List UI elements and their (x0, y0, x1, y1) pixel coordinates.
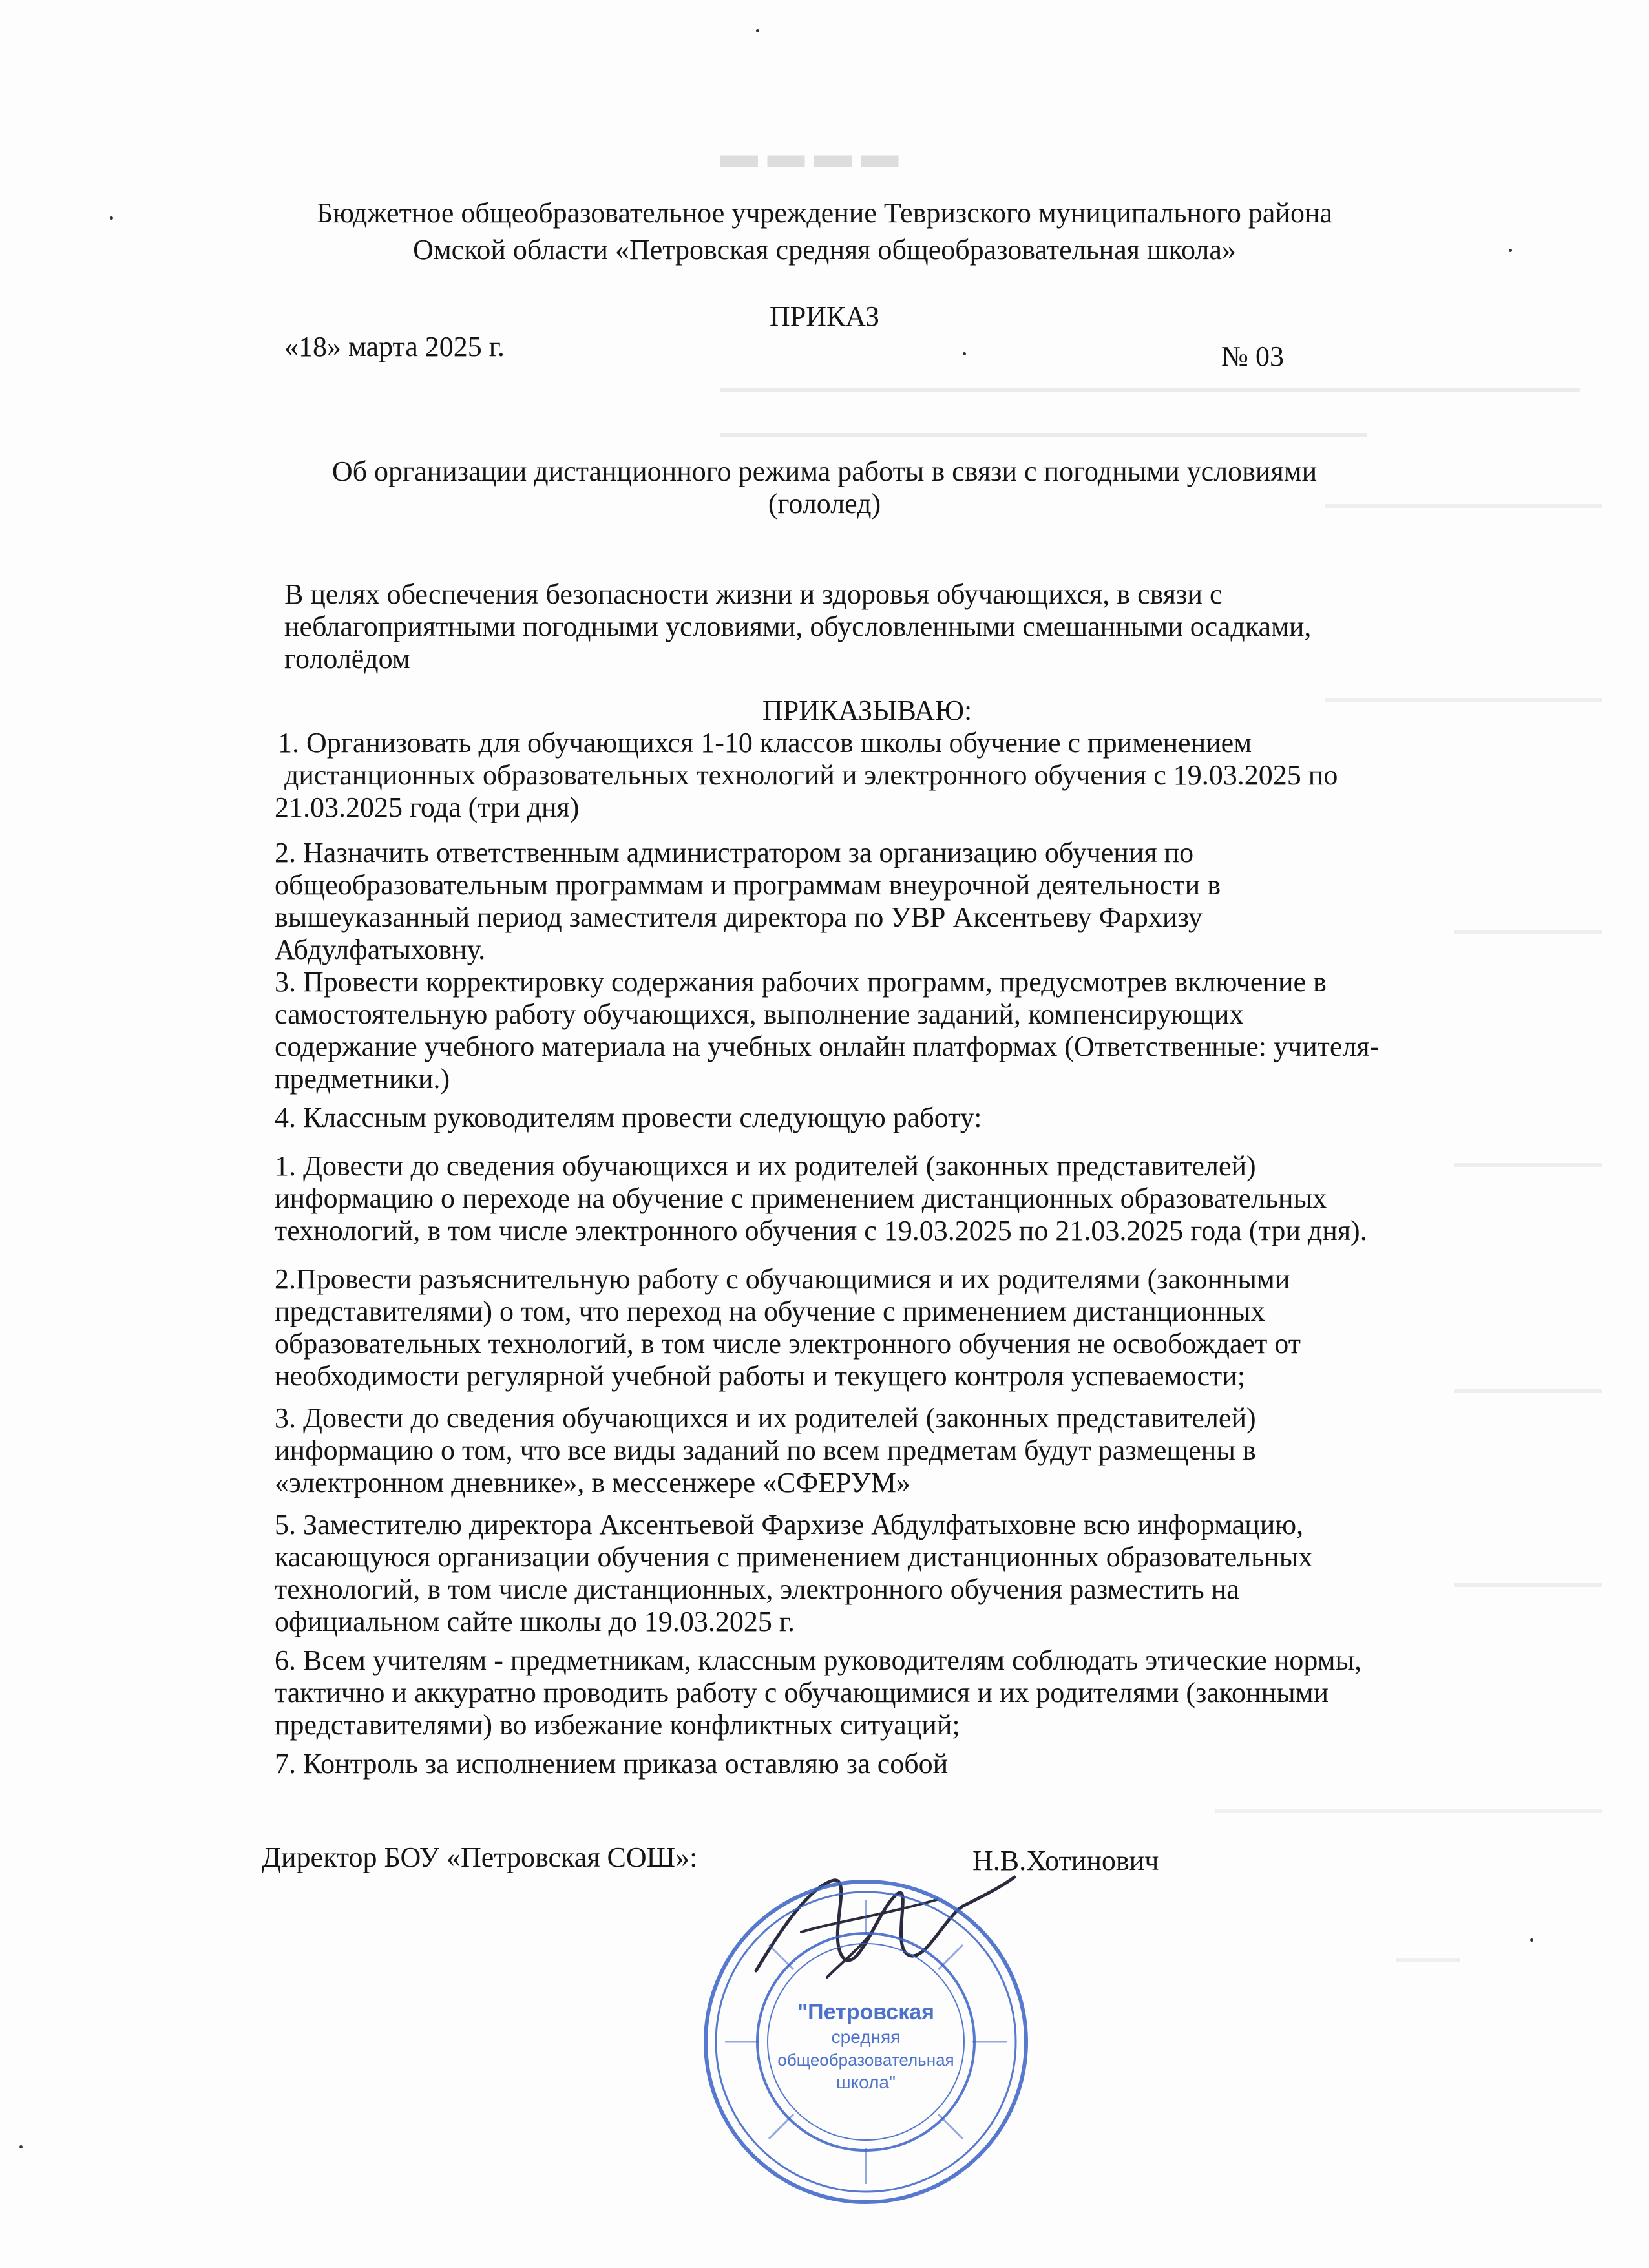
body-line: технологий, в том числе дистанционных, электронного обучения разместить на (275, 1573, 1239, 1605)
body-line: неблагоприятными погодными условиями, обусловленными смешанными осадками, (284, 611, 1312, 642)
body-line: 3. Провести корректировку содержания рабочих программ, предусмотрев включение в (275, 966, 1327, 998)
body-line: самостоятельную работу обучающихся, выполнение заданий, компенсирующих (275, 998, 1244, 1030)
body-line: информацию о переходе на обучение с применением дистанционных образовательных (275, 1182, 1327, 1214)
signature-position: Директор БОУ «Петровская СОШ»: (262, 1842, 698, 1873)
body-line: 5. Заместителю директора Аксентьевой Фархизе Абдулфатыховне всю информацию, (275, 1509, 1304, 1540)
signature-name: Н.В.Хотинович (972, 1845, 1159, 1876)
order-subject-line-1: Об организации дистанционного режима работы в связи с погодными условиями (331, 456, 1318, 487)
seal-text-line-3: общеобразовательная (777, 2050, 954, 2070)
body-line: общеобразовательным программам и программам внеурочной деятельности в (275, 869, 1221, 901)
body-line: В целях обеспечения безопасности жизни и здоровья обучающихся, в связи с (284, 578, 1223, 610)
body-line: дистанционных образовательных технологий и электронного обучения с 19.03.2025 по (284, 759, 1338, 791)
body-line: 21.03.2025 года (три дня) (275, 792, 580, 823)
body-line: гололёдом (284, 643, 410, 675)
body-line: 3. Довести до сведения обучающихся и их родителей (законных представителей) (275, 1402, 1256, 1434)
body-line: касающуюся организации обучения с применением дистанционных образовательных (275, 1541, 1313, 1573)
seal-text-line-2: средняя (831, 2027, 901, 2047)
body-line: 1. Довести до сведения обучающихся и их родителей (законных представителей) (275, 1150, 1256, 1182)
body-line: 2.Провести разъяснительную работу с обучающимися и их родителями (законными (275, 1263, 1290, 1295)
body-line: 4. Классным руководителям провести следующую работу: (275, 1102, 982, 1133)
body-line: официальном сайте школы до 19.03.2025 г. (275, 1606, 795, 1637)
body-line: образовательных технологий, в том числе электронного обучения не освобождает от (275, 1328, 1301, 1360)
body-line: необходимости регулярной учебной работы и текущего контроля успеваемости; (275, 1360, 1246, 1392)
seal-text-line-1: "Петровская (797, 2000, 934, 2024)
school-seal (698, 1874, 1034, 2210)
body-line: 7. Контроль за исполнением приказа оставляю за собой (275, 1748, 949, 1780)
body-line: Абдулфатыховну. (275, 934, 486, 965)
org-name-line-2: Омской области «Петровская средняя общеобразовательная школа» (413, 234, 1236, 266)
org-name-line-1: Бюджетное общеобразовательное учреждение Тевризского муниципального района (316, 197, 1333, 229)
order-subject-line-2: (гололед) (768, 488, 881, 520)
order-command: ПРИКАЗЫВАЮ: (762, 695, 972, 726)
body-line: тактично и аккуратно проводить работу с обучающимися и их родителями (законными (275, 1677, 1329, 1708)
body-line: предметники.) (275, 1063, 450, 1095)
order-date: «18» марта 2025 г. (284, 331, 505, 362)
body-line: 6. Всем учителям - предметникам, классным руководителям соблюдать этические нормы, (275, 1644, 1362, 1676)
order-number: № 03 (1221, 341, 1284, 372)
body-line: информацию о том, что все виды заданий по всем предметам будут размещены в (275, 1434, 1256, 1466)
body-line: «электронном дневнике», в мессенжере «СФЕРУМ» (275, 1467, 910, 1498)
body-line: технологий, в том числе электронного обучения с 19.03.2025 по 21.03.2025 года (три дня). (275, 1215, 1367, 1246)
body-line: вышеуказанный период заместителя директора по УВР Аксентьеву Фархизу (275, 901, 1203, 933)
body-line: 2. Назначить ответственным администратором за организацию обучения по (275, 837, 1194, 868)
body-line: представителями) о том, что переход на обучение с применением дистанционных (275, 1296, 1265, 1327)
body-line: представителями) во избежание конфликтных ситуаций; (275, 1709, 960, 1741)
body-line: содержание учебного материала на учебных онлайн платформах (Ответственные: учителя- (275, 1031, 1380, 1062)
seal-text-line-4: школа" (836, 2072, 896, 2092)
order-title: ПРИКАЗ (769, 300, 880, 332)
body-line: 1. Организовать для обучающихся 1-10 классов школы обучение с применением (278, 727, 1252, 759)
